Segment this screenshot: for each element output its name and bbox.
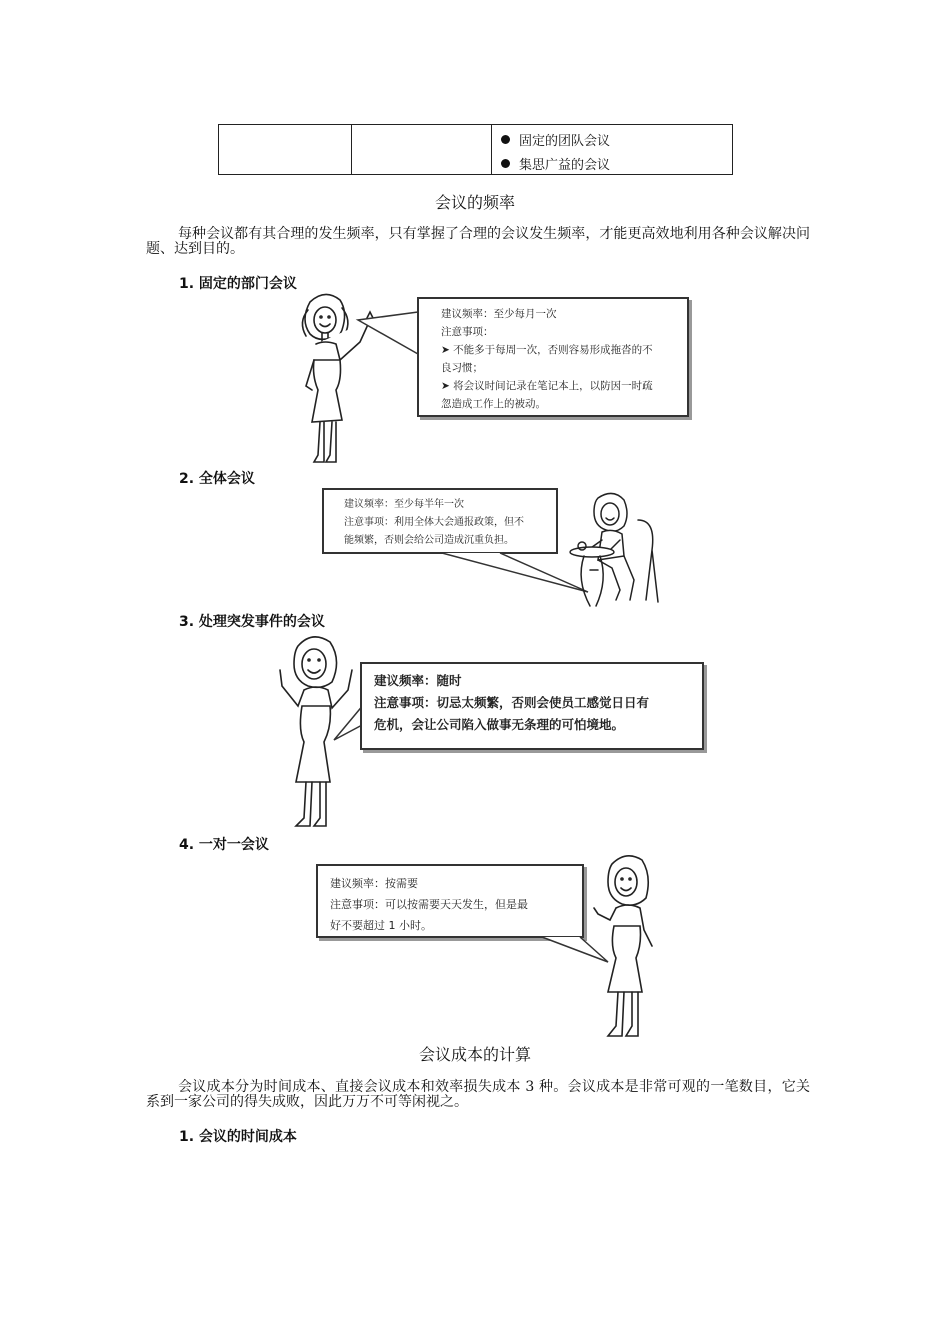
- bullet-icon: [501, 159, 510, 168]
- table-list-item: 集思广益的会议: [501, 154, 610, 173]
- section-title-cost: 会议成本的计算: [418, 1045, 531, 1064]
- meeting-type-table: [218, 124, 733, 175]
- table-list-item: 固定的团队会议: [501, 130, 610, 149]
- speech-bubble-one-on-one: 建议频率：按需要 注意事项：可以按需要天天发生，但是最 好不要超过 1 小时。: [316, 864, 584, 938]
- table-divider: [491, 125, 492, 174]
- heading-one-on-one-meeting: 4. 一对一会议: [179, 837, 269, 853]
- speech-bubble-emergency: 建议频率：随时 注意事项：切忌太频繁，否则会使员工感觉日日有 危机，会让公司陷入做事无条理的可怕境地。: [360, 662, 704, 750]
- cost-intro: 会议成本分为时间成本、直接会议成本和效率损失成本 3 种。会议成本是非常可观的一笔数目，它关系到一家公司的得失成败，因此万万不可等闲视之。: [146, 1079, 810, 1110]
- speech-bubble-all-hands: 建议频率：至少每半年一次 注意事项：利用全体大会通报政策，但不 能频繁，否则会给公司造成沉重负担。: [322, 488, 558, 554]
- heading-all-hands-meeting: 2. 全体会议: [179, 471, 255, 487]
- woman-standing-illustration: [590, 850, 665, 1040]
- heading-emergency-meeting: 3. 处理突发事件的会议: [179, 614, 325, 630]
- heading-department-meeting: 1. 固定的部门会议: [179, 276, 297, 292]
- bullet-icon: [501, 135, 510, 144]
- frequency-intro: 每种会议都有其合理的发生频率，只有掌握了合理的会议发生频率，才能更高效地利用各种会议解决问题、达到目的。: [146, 226, 810, 257]
- speech-bubble-department: 建议频率：至少每月一次 注意事项： ➤ 不能多于每周一次，否则容易形成拖沓的不 良习惯； ➤ 将会议时间记录在笔记本上，以防因一时疏 忽造成工作上的被动。: [417, 297, 689, 417]
- woman-sitting-illustration: [568, 490, 663, 608]
- section-title-frequency: 会议的频率: [434, 193, 515, 212]
- table-divider: [351, 125, 352, 174]
- speech-tail: [356, 308, 420, 358]
- heading-time-cost: 1. 会议的时间成本: [179, 1129, 297, 1145]
